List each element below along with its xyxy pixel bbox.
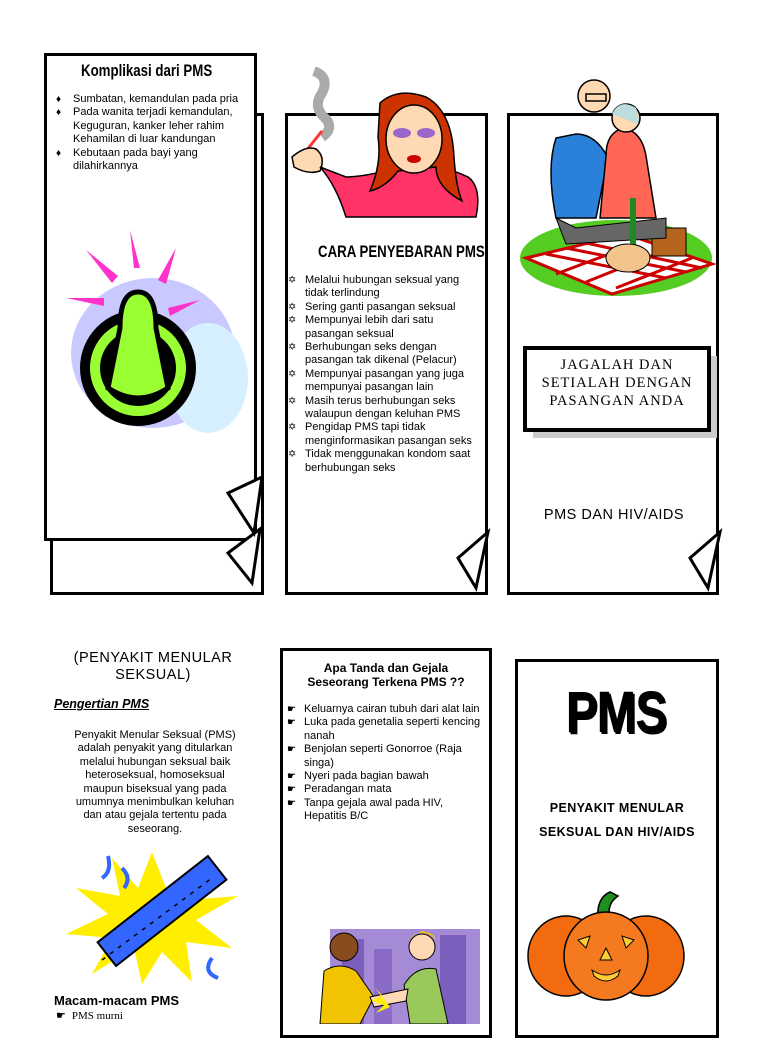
list-item: ✡ Mempunyai lebih dari satu pasangan seksual	[288, 314, 434, 340]
couple-picnic-clipart	[516, 68, 716, 302]
list-item: ✡ Melalui hubungan seksual yang tidak terlindung	[288, 274, 460, 300]
message-line: SETIALAH DENGAN	[541, 375, 693, 391]
cara-title: CARA PENYEBARAN PMS	[318, 242, 485, 261]
list-item: ✡ Pengidap PMS tapi tidak menginformasikan pasangan seks	[288, 421, 472, 447]
list-item: ✡ Mempunyai pasangan yang juga mempunyai pasangan lain	[288, 367, 465, 394]
back-cover-subtitle: PMS DAN HIV/AIDS	[543, 507, 685, 523]
page-curl-graphic	[224, 473, 268, 595]
page-curl-graphic	[456, 528, 492, 596]
message-box	[523, 346, 711, 432]
firecracker-clipart	[62, 848, 246, 988]
macam-list-item: ☛ PMS murni	[56, 1010, 123, 1022]
list-item: ☛ Keluarnya cairan tubuh dari alat lain	[287, 703, 480, 715]
list-item: ☛ Nyeri pada bagian bawah	[287, 770, 429, 783]
push-button-clipart	[58, 228, 258, 448]
front-cover-title: PENYAKIT MENULAR SEKSUAL DAN HIV/AIDS	[539, 801, 695, 839]
pengertian-paragraph: Penyakit Menular Seksual (PMS) adalah penyakit yang ditularkan melalui hubungan seksual baik heteroseksual, homoseksual maupun biseksual yang pada umumnya menimbulkan keluhan dan atau gejala tertentu pada seseorang.	[74, 729, 236, 835]
list-item: ✡ Sering ganti pasangan seksual	[288, 300, 456, 313]
tanda-list	[287, 703, 483, 824]
list-item: ✡ Masih terus berhubungan seks walaupun dengan keluhan PMS	[288, 394, 461, 421]
list-item: ☛ Tanpa gejala awal pada HIV, Hepatitis B/C	[287, 796, 444, 823]
list-item: ☛ Luka pada genetalia seperti kencing nanah	[287, 716, 481, 742]
message-line: JAGALAH DAN	[560, 357, 674, 373]
komplikasi-title: Komplikasi dari PMS	[81, 61, 213, 80]
list-item: ✡ Berhubungan seks dengan pasangan tak dikenal (Pelacur)	[288, 341, 457, 367]
list-item: ☛ Peradangan mata	[287, 783, 392, 796]
pms-logo: PMS	[565, 680, 667, 745]
handshake-clipart	[290, 925, 480, 1024]
list-item: ♦ Kebutaan pada bayi yang dilahirkannya	[56, 146, 198, 173]
header-line: SEKSUAL)	[115, 667, 191, 683]
header-line: (PENYAKIT MENULAR	[73, 650, 233, 666]
page-curl-graphic	[688, 528, 724, 596]
komplikasi-list	[56, 93, 256, 173]
tanda-title: Apa Tanda dan Gejala Seseorang Terkena PMS ??	[307, 661, 465, 689]
list-item: ✡ Tidak menggunakan kondom saat berhubungan seks	[288, 448, 471, 474]
pengertian-title: Pengertian PMS	[54, 697, 150, 711]
woman-smoking-clipart	[286, 67, 486, 222]
message-line: PASANGAN ANDA	[549, 393, 685, 409]
list-item: ♦ Pada wanita terjadi kemandulan, Keguguran, kanker leher rahim Kehamilan di luar kandungan	[56, 106, 233, 146]
panel-komplikasi	[44, 53, 264, 595]
pumpkin-clipart	[526, 890, 686, 1002]
macam-title: Macam-macam PMS	[54, 993, 179, 1008]
cara-list	[288, 274, 484, 475]
list-item: ♦ Sumbatan, kemandulan pada pria	[56, 93, 239, 105]
pengertian-header	[48, 650, 258, 684]
list-item: ☛ Benjolan seperti Gonorroe (Raja singa)	[287, 743, 462, 769]
